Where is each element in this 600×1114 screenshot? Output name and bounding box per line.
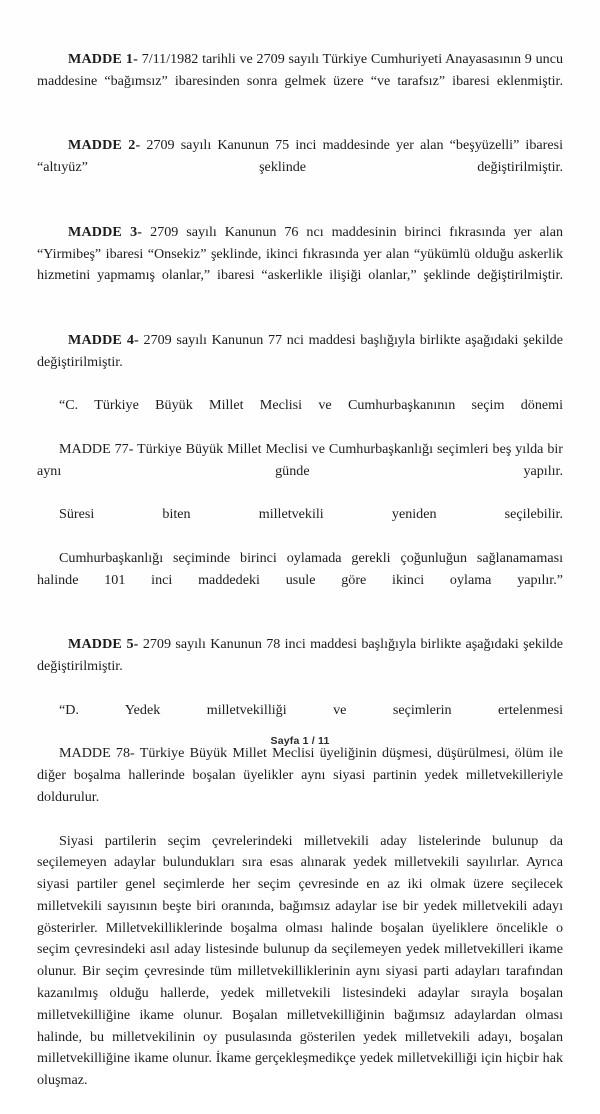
- madde-heading: MADDE 2-: [68, 137, 141, 154]
- madde-heading: MADDE 5-: [68, 636, 139, 653]
- madde-heading: MADDE 1-: [68, 51, 138, 67]
- paragraph-madde-78-f2: Siyasi partilerin seçim çevrelerindeki milletvekili aday listelerinde bulunup da seçilemeyen adaylar bulundukları sıra esas alınarak yedek milletvekili sayılırlar. Ayrıca siyasi partiler genel seçimlerde her seçim çevresinde en az iki olmak üzere seçilecek milletvekili sayısının beşte biri oranında, bağımsız adaylar ise bir yedek milletvekili adayı gösterirler. Milletvekilliklerinde boşalma olması halinde boşalan üyeliklere öncelikle o seçim çevresindeki asıl aday listesinde bulunup da seçilemeyen yedek milletvekilleri ikame olunur. Bir seçim çevresinde tüm milletvekilliklerinin aynı siyasi parti adayları tarafından kazanılmış olduğu hallerde, yedek milletvekili listesindeki adaylar sırayla boşalan milletvekilliğine ikame olunur. Boşalan milletvekilliğinin bağımsız adaylardan olması halinde, bu milletvekilinin oy pusulasında gösterilen yedek milletvekili adayı, boşalan milletvekilliğine ikame olunur. İkame gerçekleşmedikçe yedek milletvekilliği için hiçbir hak oluşmaz.: [37, 832, 563, 1089]
- page-footer: Sayfa 1 / 11: [270, 735, 330, 747]
- paragraph-madde-77-f2: Süresi biten milletvekili yeniden seçilebilir.: [59, 506, 563, 523]
- madde-text: 2709 sayılı Kanunun 76 ncı maddesinin birinci fıkrasında yer alan “Yirmibeş” ibaresi “Onsekiz” şeklinde, ikinci fıkrasında yer alan “yükümlü olduğu askerlik hizmetini yapmamış olanlar,” ibaresi “askerlikle ilişiği olanlar,” şeklinde değiştirilmiştir.: [37, 223, 563, 284]
- document-body: [37, 28, 563, 1114]
- madde-text: 2709 sayılı Kanunun 77 nci maddesi başlığıyla birlikte aşağıdaki şekilde değiştirilmiştir.: [37, 331, 563, 370]
- madde-heading: MADDE 3-: [68, 223, 143, 240]
- madde-text: 2709 sayılı Kanunun 78 inci maddesi başlığıyla birlikte aşağıdaki şekilde değiştirilmiştir.: [37, 636, 564, 675]
- paragraph-madde-77: MADDE 77- Türkiye Büyük Millet Meclisi ve Cumhurbaşkanlığı seçimleri beş yılda bir aynı günde yapılır.: [37, 440, 563, 479]
- paragraph-madde-5-baslik: “D. Yedek milletvekilliği ve seçimlerin ertelenmesi: [59, 701, 563, 718]
- paragraph-madde-4-baslik: “C. Türkiye Büyük Millet Meclisi ve Cumhurbaşkanının seçim dönemi: [59, 397, 563, 414]
- paragraph-madde-1: [37, 49, 563, 114]
- paragraph-madde-4: [37, 330, 563, 395]
- paragraph-madde-3: [37, 222, 563, 309]
- paragraph-madde-78: MADDE 78- Türkiye Büyük Millet Meclisi üyeliğinin düşmesi, düşürülmesi, ölüm ile diğer boşalma hallerinde boşalan üyelikler aynı siyasi partinin yedek milletvekilleriyle doldurulur.: [37, 745, 563, 805]
- paragraph-madde-2: [37, 135, 563, 200]
- paragraph-madde-5: [37, 634, 563, 699]
- madde-text: 7/11/1982 tarihli ve 2709 sayılı Türkiye Cumhuriyeti Anayasasının 9 uncu maddesine “bağımsız” ibaresinden sonra gelmek üzere “ve tarafsız” ibaresi eklenmiştir.: [37, 51, 563, 89]
- paragraph-madde-77-f3: Cumhurbaşkanlığı seçiminde birinci oylamada gerekli çoğunluğun sağlanamaması halinde 101 inci maddedeki usule göre ikinci oylama yapılır.”: [37, 549, 563, 588]
- madde-text: 2709 sayılı Kanunun 75 inci maddesinde yer alan “beşyüzelli” ibaresi “altıyüz” şeklinde değiştirilmiştir.: [37, 137, 564, 176]
- madde-heading: MADDE 4-: [68, 331, 139, 348]
